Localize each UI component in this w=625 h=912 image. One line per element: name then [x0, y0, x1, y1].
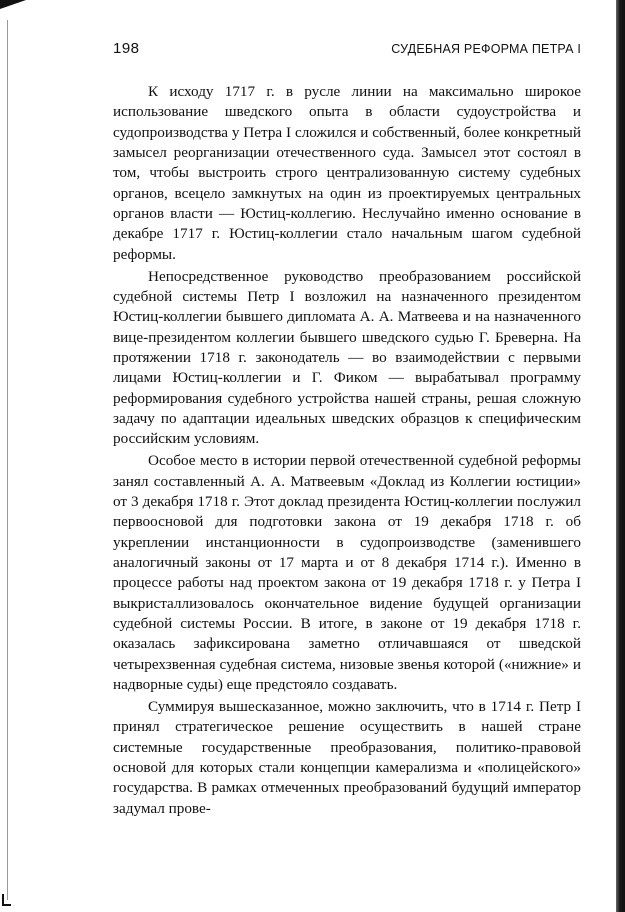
running-head: СУДЕБНАЯ РЕФОРМА ПЕТРА I — [391, 42, 581, 56]
scan-corner-mark-bottom — [2, 894, 11, 906]
paragraph-3: Особое место в истории первой отечественной судебной реформы занял составленный А. А. Матвеевым «Доклад из Коллегии юстиции» от 3 декабря 1718 г. Этот доклад президента Юстиц-коллегии послужил первоосновой для подготовки закона от 19 декабря 1718 г. об укреплении инстанционности в судопроизводстве (заменившего аналогичный законы от 17 марта и от 8 декабря 1714 г.). Именно в процессе работы над проектом закона от 19 декабря 1718 г. у Петра I выкристаллизовалось окончательное видение будущей организации судебной системы России. В итоге, в законе от 19 декабря 1718 г. оказалась зафиксирована заметно отличавшаяся от шведской четырехзвенная судебная система, низовые звенья которой («нижние» и надворные суды) еще предстояло создавать. — [113, 452, 581, 693]
paragraph-4: Суммируя вышесказанное, можно заключить, что в 1714 г. Петр I принял стратегическое решение осуществить в нашей стране системные государственные преобразования, политико-правовой основой для которых стали концепции камерализма и «полицейского» государства. В рамках отмеченных преобразований будущий император задумал прове- — [113, 697, 581, 817]
book-spine-edge — [616, 0, 625, 912]
page-number: 198 — [113, 40, 140, 57]
paragraph-1: К исходу 1717 г. в русле линии на максимально широкое использование шведского опыта в области судоустройства и судопроизводства у Петра I сложился и собственный, более конкретный замысел реорганизации отечественного суда. Замысел этот состоял в том, чтобы выстроить строго централизованную систему судебных органов, всецело замкнутых на один из проектируемых центральных органов власти — Юстиц-коллегию. Неслучайно именно основание в декабре 1717 г. Юстиц-коллегии стало начальным шагом судебной реформы. — [113, 83, 581, 263]
text-body — [113, 82, 581, 820]
scan-left-edge — [7, 20, 8, 900]
page-header — [113, 40, 589, 62]
paragraph-2: Непосредственное руководство преобразованием российской судебной системы Петр I возложил на назначенного президентом Юстиц-коллегии бывшего дипломата А. А. Матвеева и на назначенного вице-президентом коллегии бывшего шведского судью Г. Бреверна. На протяжении 1718 г. законодатель — во взаимодействии с первыми лицами Юстиц-коллегии и Г. Фиком — вырабатывал программу реформирования судебного устройства нашей страны, решая сложную задачу по адаптации идеальных шведских образцов к специфическим российским условиям. — [113, 267, 581, 448]
scan-corner-mark — [0, 0, 26, 9]
